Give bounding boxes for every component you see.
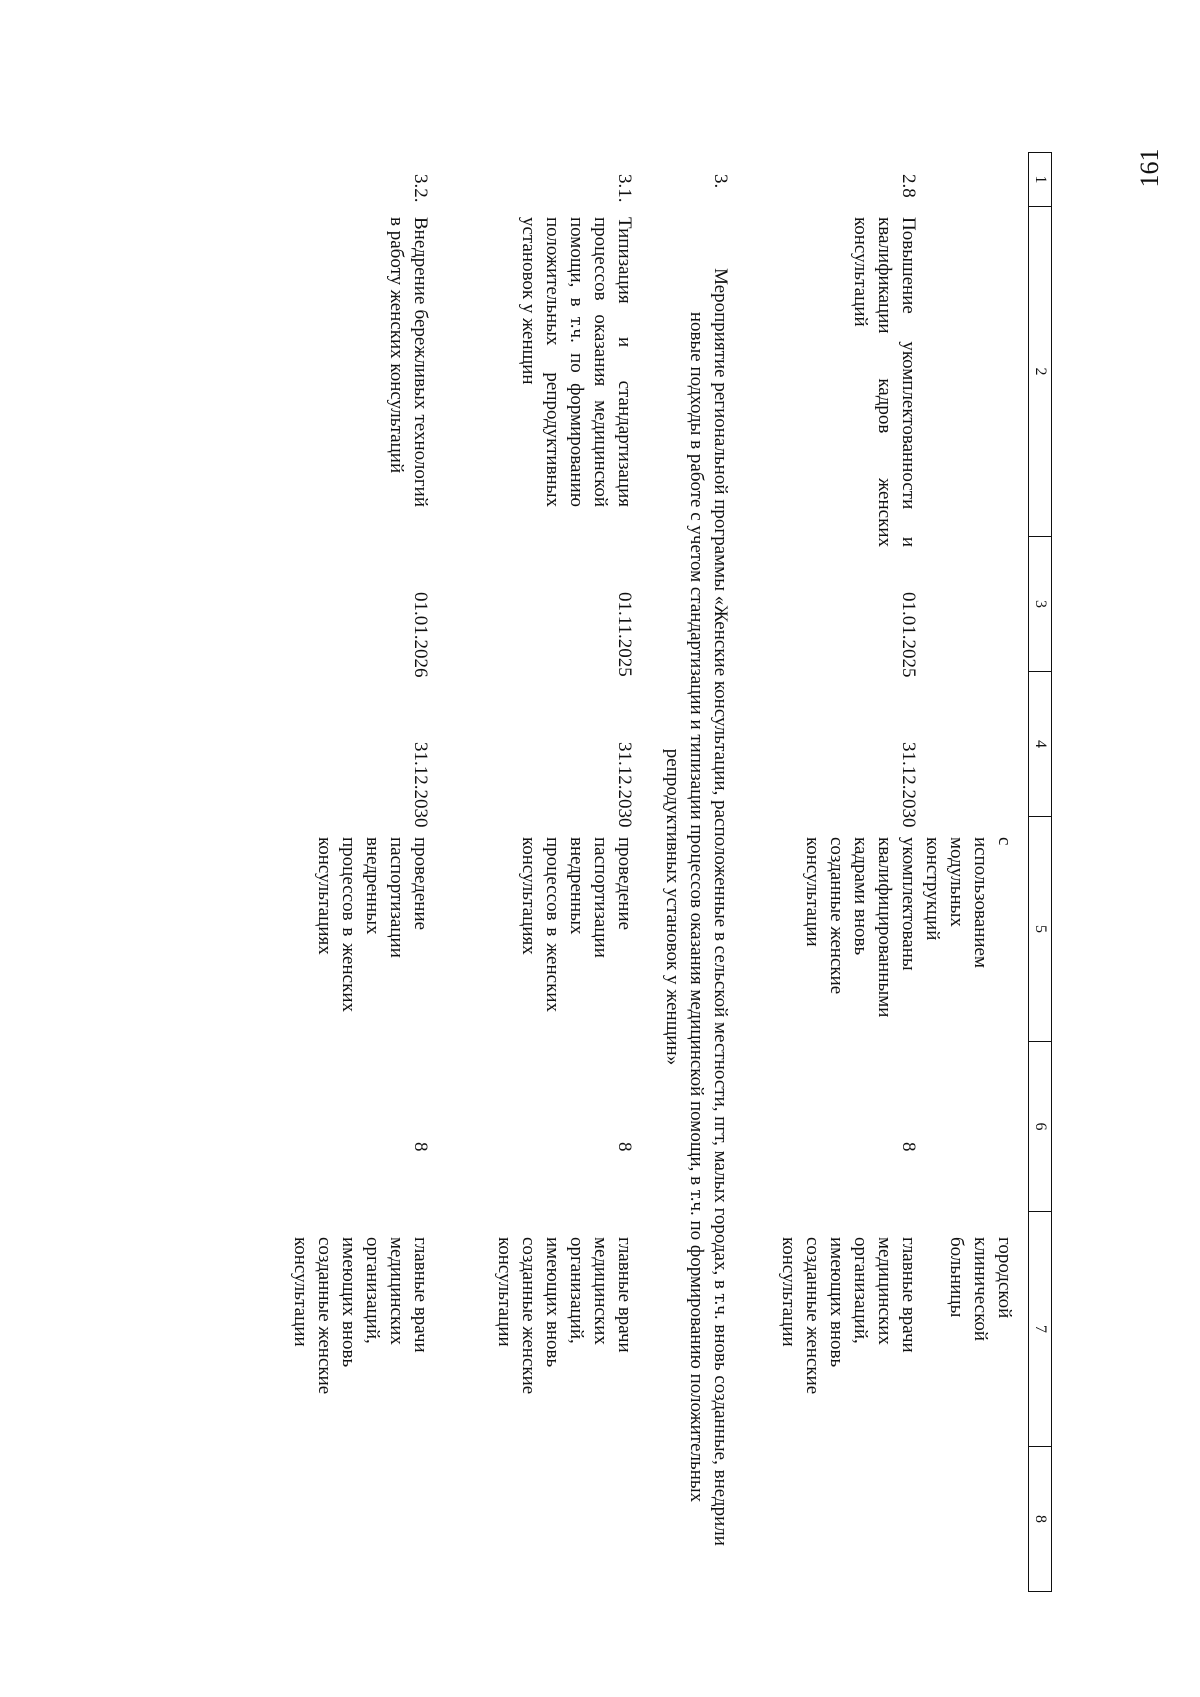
cell-num: 2.8 — [898, 174, 919, 198]
cell-responsible: городской клинической больницы — [946, 1237, 1015, 1342]
header-col-6: 6 — [1029, 1042, 1051, 1212]
cell-num: 3.2. — [410, 174, 431, 203]
section-number: 3. — [710, 174, 731, 189]
section-title: Мероприятие региональной программы «Женские консультации, расположенные в сельской местности, пгт, малых городах, в т.ч. вновь созданные, внедрили новые подходы в работе с учетом стандартизации и типизации процессов оказания медицинской помощи, в т.ч. по формированию положительных репродуктивных установок у женщин» — [662, 268, 731, 1546]
cell-end-date: 31.12.2030 — [614, 742, 635, 828]
cell-start-date: 01.11.2025 — [614, 592, 635, 677]
header-col-4: 4 — [1029, 672, 1051, 817]
cell-start-date: 01.01.2025 — [898, 592, 919, 678]
cell-name: Типизация и стандартизация процессов оказания медицинской помощи, в т.ч. по формированию положительных репродуктивных установок у женщин — [518, 217, 635, 507]
cell-result: проведение паспортизации внедренных процессов в женских консультациях — [518, 837, 635, 1012]
header-col-5: 5 — [1029, 817, 1051, 1042]
cell-end-date: 31.12.2030 — [410, 742, 431, 828]
cell-col-6: 8 — [898, 1142, 919, 1152]
cell-responsible: главные врачи медицинских организаций, имеющих вновь созданные женские консультации — [290, 1237, 431, 1395]
cell-responsible: главные врачи медицинских организаций, имеющих вновь созданные женские консультации — [778, 1237, 919, 1395]
header-col-1: 1 — [1029, 152, 1051, 207]
table-header-row — [1028, 152, 1052, 1592]
cell-name: Внедрение бережливых технологий в работу женских консультаций — [386, 217, 431, 507]
header-col-8: 8 — [1029, 1447, 1051, 1592]
cell-result: с использованием модульных конструкций — [922, 837, 1015, 969]
cell-start-date: 01.01.2026 — [410, 592, 431, 678]
cell-col-6: 8 — [410, 1142, 431, 1152]
cell-num: 3.1. — [614, 174, 635, 203]
rotated-table — [192, 152, 1052, 1612]
header-col-7: 7 — [1029, 1212, 1051, 1447]
page-number: 161 — [1135, 148, 1164, 188]
cell-result: укомплектованы квалифицированными кадрами вновь созданные женские консультации — [802, 837, 919, 1018]
cell-result: проведение паспортизации внедренных процессов в женских консультациях — [314, 837, 431, 1012]
cell-name: Повышение укомплектованности и квалификации кадров женских консультаций — [850, 217, 919, 547]
cell-responsible: главные врачи медицинских организаций, имеющих вновь созданные женские консультации — [494, 1237, 635, 1395]
header-col-2: 2 — [1029, 207, 1051, 537]
cell-end-date: 31.12.2030 — [898, 742, 919, 828]
header-col-3: 3 — [1029, 537, 1051, 672]
cell-col-6: 8 — [614, 1142, 635, 1152]
